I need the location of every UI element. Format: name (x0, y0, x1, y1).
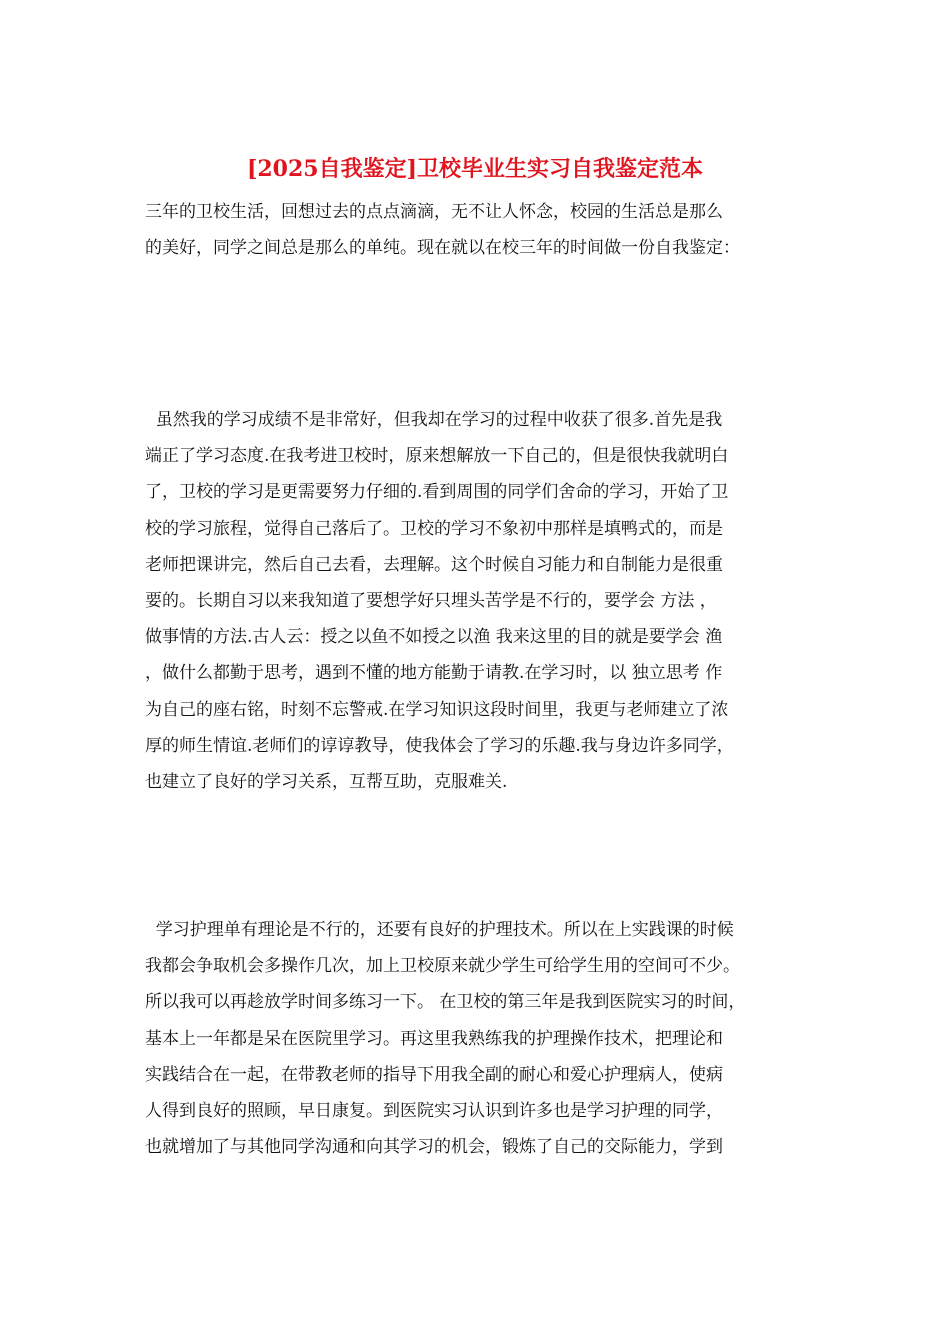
paragraph-line: ，做什么都勤于思考，遇到不懂的地方能勤于请教.在学习时，以 独立思考 作 (145, 663, 723, 684)
paragraph-line: 也就增加了与其他同学沟通和向其学习的机会，锻炼了自己的交际能力，学到 (145, 1137, 723, 1158)
paragraph-line: 的美好，同学之间总是那么的单纯。现在就以在校三年的时间做一份自我鉴定： (145, 238, 740, 259)
intro-paragraph (145, 194, 825, 266)
paragraph-line: 端正了学习态度.在我考进卫校时，原来想解放一下自己的，但是很快我就明白 (145, 446, 729, 467)
paragraph-line: 厚的师生情谊.老师们的谆谆教导，使我体会了学习的乐趣.我与身边许多同学， (145, 735, 734, 756)
paragraph-line: 基本上一年都是呆在医院里学习。再这里我熟练我的护理操作技术，把理论和 (145, 1028, 723, 1049)
paragraph-line: 校的学习旅程，觉得自己落后了。卫校的学习不象初中那样是填鸭式的，而是 (145, 518, 723, 539)
paragraph-line: 人得到良好的照顾，早日康复。到医院实习认识到许多也是学习护理的同学， (145, 1100, 723, 1121)
paragraph-line: 我都会争取机会多操作几次，加上卫校原来就少学生可给学生用的空间可不少。 (145, 956, 740, 977)
paragraph-line: 虽然我的学习成绩不是非常好，但我却在学习的过程中收获了很多.首先是我 (145, 410, 723, 430)
paragraph-line: 实践结合在一起，在带教老师的指导下用我全副的耐心和爱心护理病人，使病 (145, 1064, 723, 1085)
paragraph-line: 为自己的座右铭，时刻不忘警戒.在学习知识这段时间里，我更与老师建立了浓 (145, 699, 729, 720)
paragraph-line: 做事情的方法.古人云：授之以鱼不如授之以渔 我来这里的目的就是要学会 渔 (145, 627, 723, 648)
document-title: [2025自我鉴定]卫校毕业生实习自我鉴定范本 (246, 156, 704, 182)
paragraph-line: 了，卫校的学习是更需要努力仔细的.看到周围的同学们舍命的学习，开始了卫 (145, 482, 729, 503)
paragraph-line: 也建立了良好的学习关系，互帮互助，克服难关. (145, 771, 508, 792)
paragraph-line: 三年的卫校生活，回想过去的点点滴滴，无不让人怀念，校园的生活总是那么 (145, 202, 723, 222)
study-paragraph (145, 402, 825, 800)
paragraph-line: 要的。长期自习以来我知道了要想学好只埋头苦学是不行的，要学会 方法 ， (145, 590, 717, 611)
paragraph-line: 所以我可以再趁放学时间多练习一下。 在卫校的第三年是我到医院实习的时间， (145, 992, 746, 1013)
practice-paragraph (145, 912, 825, 1165)
paragraph-line: 老师把课讲完，然后自己去看，去理解。这个时候自习能力和自制能力是很重 (145, 554, 723, 575)
paragraph-line: 学习护理单有理论是不行的，还要有良好的护理技术。所以在上实践课的时候 (145, 920, 734, 940)
